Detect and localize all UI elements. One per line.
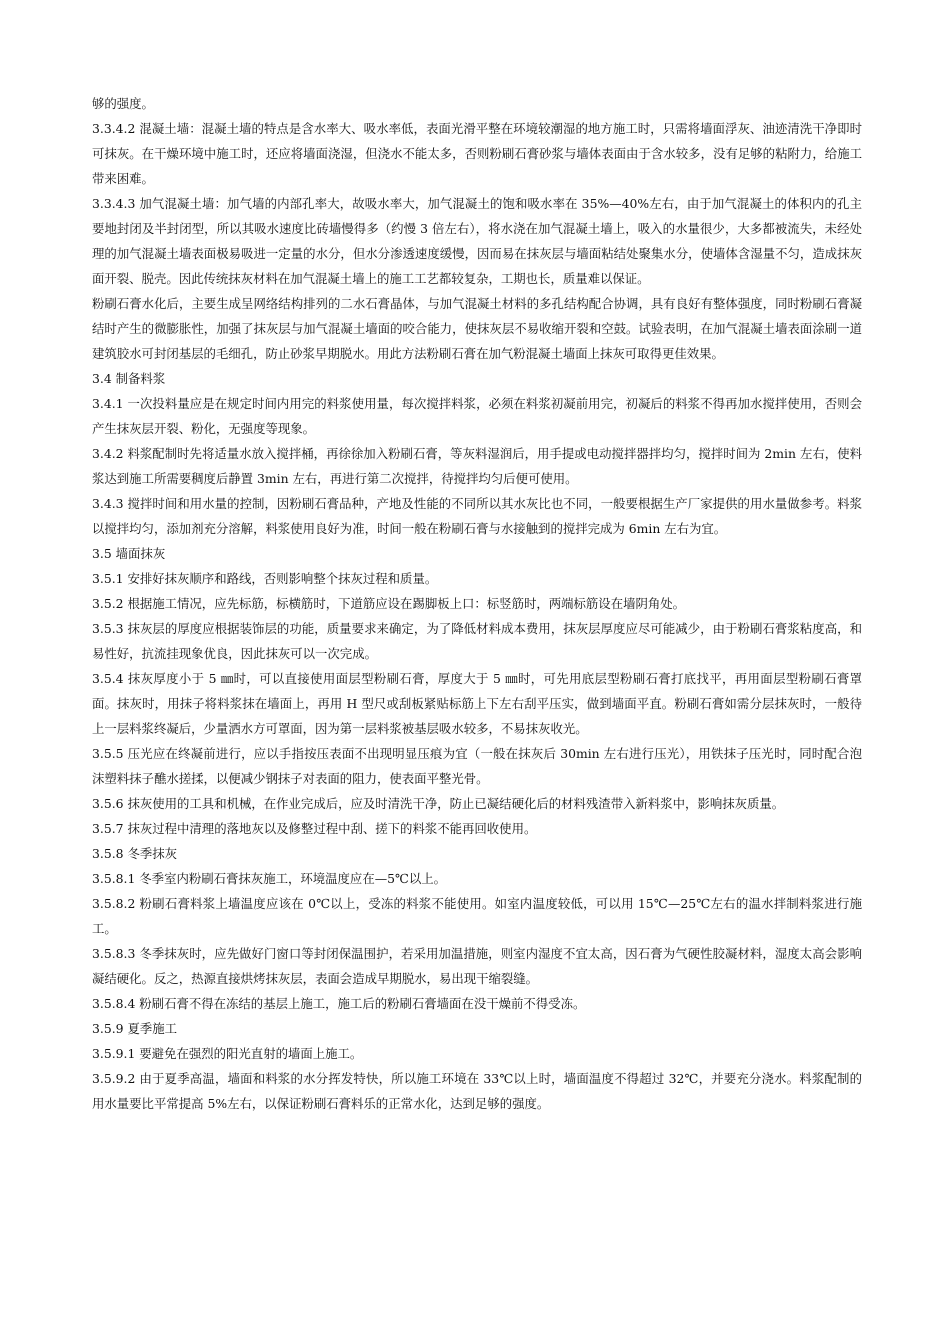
section-heading-3-5: 3.5 墙面抹灰 xyxy=(92,546,166,561)
paragraph-3-5-1: 3.5.1 安排好抹灰顺序和路线，否则影响整个抹灰过程和质量。 xyxy=(92,571,438,586)
paragraph-3-5-2: 3.5.2 根据施工情况，应先标筋，标横筋时，下道筋应设在踢脚板上口：标竖筋时，两端标筋设在墙阴角处。 xyxy=(92,596,686,611)
paragraph-3-3-4-3: 3.3.4.3 加气混凝土墙：加气墙的内部孔率大，故吸水率大，加气混凝土的饱和吸水率在 35%—40%左右，由于加气混凝土的体积内的孔主要地封闭及半封闭型，所以其吸水速度比砖墙慢得多（约慢 3 倍左右），将水浇在加气混凝土墙上，吸入的水量很少，大多都被流失，未经处理的加气混凝土墙表面极易吸进一定量的水分，但水分渗透速度缓慢，因而易在抹灰层与墙面粘结处聚集水分，使墙体含湿量不匀，造成抹灰面开裂、脱壳。因此传统抹灰材料在加气混凝土墙上的施工工艺都较复杂，工期也长，质量难以保证。 xyxy=(92,196,862,286)
paragraph-continuation: 够的强度。 xyxy=(92,96,154,111)
paragraph-3-5-4: 3.5.4 抹灰厚度小于 5 ㎜时，可以直接使用面层型粉刷石膏，厚度大于 5 ㎜时，可先用底层型粉刷石膏打底找平，再用面层型粉刷石膏罩面。抹灰时，用抹子将料浆抹在墙面上，再用 H 型尺或刮板紧贴标筋上下左右刮平压实，做到墙面平直。粉刷石膏如需分层抹灰时，一般待上一层料浆终凝后，少量洒水方可罩面，因为第一层料浆被基层吸水较多，不易抹灰收光。 xyxy=(92,671,862,736)
paragraph-3-5-6: 3.5.6 抹灰使用的工具和机械，在作业完成后，应及时清洗干净，防止已凝结硬化后的材料残渣带入新料浆中，影响抹灰质量。 xyxy=(92,796,785,811)
section-heading-3-4: 3.4 制备料浆 xyxy=(92,371,166,386)
section-heading-3-5-9: 3.5.9 夏季施工 xyxy=(92,1021,178,1036)
section-heading-3-5-8: 3.5.8 冬季抹灰 xyxy=(92,846,178,861)
paragraph-3-5-8-1: 3.5.8.1 冬季室内粉刷石膏抹灰施工，环境温度应在—5℃以上。 xyxy=(92,871,447,886)
paragraph-3-5-8-3: 3.5.8.3 冬季抹灰时，应先做好门窗口等封闭保温围护，若采用加温措施，则室内湿度不宜太高，因石膏为气硬性胶凝材料，湿度太高会影响凝结硬化。反之，热源直接烘烤抹灰层，表面会造成早期脱水，易出现干缩裂缝。 xyxy=(92,946,862,986)
paragraph-3-4-3: 3.4.3 搅拌时间和用水量的控制，因粉刷石膏品种，产地及性能的不同所以其水灰比也不同，一般要根据生产厂家提供的用水量做参考。料浆以搅拌均匀，添加剂充分溶解，料浆使用良好为准，时间一般在粉刷石膏与水接触到的搅拌完成为 6min 左右为宜。 xyxy=(92,496,862,536)
paragraph-gypsum-hydration: 粉刷石膏水化后，主要生成呈网络结构排列的二水石膏晶体，与加气混凝土材料的多孔结构配合协调，具有良好有整体强度，同时粉刷石膏凝结时产生的微膨胀性，加强了抹灰层与加气混凝土墙面的咬合能力，使抹灰层不易收缩开裂和空鼓。试验表明，在加气混凝土墙表面涂刷一道建筑胶水可封闭基层的毛细孔，防止砂浆早期脱水。用此方法粉刷石膏在加气粉混凝土墙面上抹灰可取得更佳效果。 xyxy=(92,296,862,361)
paragraph-3-5-3: 3.5.3 抹灰层的厚度应根据装饰层的功能，质量要求来确定，为了降低材料成本费用，抹灰层厚度应尽可能减少，由于粉刷石膏浆粘度高，和易性好，抗流挂现象优良，因此抹灰可以一次完成。 xyxy=(92,621,862,661)
paragraph-3-5-9-2: 3.5.9.2 由于夏季高温，墙面和料浆的水分挥发特快，所以施工环境在 33℃以上时，墙面温度不得超过 32℃，并要充分浇水。料浆配制的用水量要比平常提高 5%左右，以保证粉刷石膏料乐的正常水化，达到足够的强度。 xyxy=(92,1071,862,1111)
paragraph-3-3-4-2: 3.3.4.2 混凝土墙：混凝土墙的特点是含水率大、吸水率低，表面光滑平整在环境较潮湿的地方施工时，只需将墙面浮灰、油迹清洗干净即时可抹灰。在干燥环境中施工时，还应将墙面浇湿，但浇水不能太多，否则粉刷石膏砂浆与墙体表面由于含水较多，没有足够的粘附力，给施工带来困难。 xyxy=(92,121,862,186)
paragraph-3-5-8-2: 3.5.8.2 粉刷石膏料浆上墙温度应该在 0℃以上，受冻的料浆不能使用。如室内温度较低，可以用 15℃—25℃左右的温水拌制料浆进行施工。 xyxy=(92,896,862,936)
paragraph-3-5-8-4: 3.5.8.4 粉刷石膏不得在冻结的基层上施工，施工后的粉刷石膏墙面在没干燥前不得受冻。 xyxy=(92,996,586,1011)
paragraph-3-5-9-1: 3.5.9.1 要避免在强烈的阳光直射的墙面上施工。 xyxy=(92,1046,363,1061)
paragraph-3-5-7: 3.5.7 抹灰过程中清理的落地灰以及修整过程中刮、搓下的料浆不能再回收使用。 xyxy=(92,821,537,836)
paragraph-3-4-2: 3.4.2 料浆配制时先将适量水放入搅拌桶，再徐徐加入粉刷石膏，等灰料湿润后，用手提或电动搅拌器拌均匀，搅拌时间为 2min 左右，使料浆达到施工所需要稠度后静置 3min 左右，再进行第二次搅拌，待搅拌均匀后便可使用。 xyxy=(92,446,862,486)
document-page xyxy=(92,91,862,1116)
paragraph-3-5-5: 3.5.5 压光应在终凝前进行，应以手指按压表面不出现明显压痕为宜（一般在抹灰后 30min 左右进行压光），用铁抹子压光时，同时配合泡沫塑料抹子醮水搓揉，以便减少钢抹子对表面的阻力，使表面平整光骨。 xyxy=(92,746,862,786)
paragraph-3-4-1: 3.4.1 一次投料量应是在规定时间内用完的料浆使用量，每次搅拌料浆，必须在料浆初凝前用完，初凝后的料浆不得再加水搅拌使用，否则会产生抹灰层开裂、粉化，无强度等现象。 xyxy=(92,396,862,436)
